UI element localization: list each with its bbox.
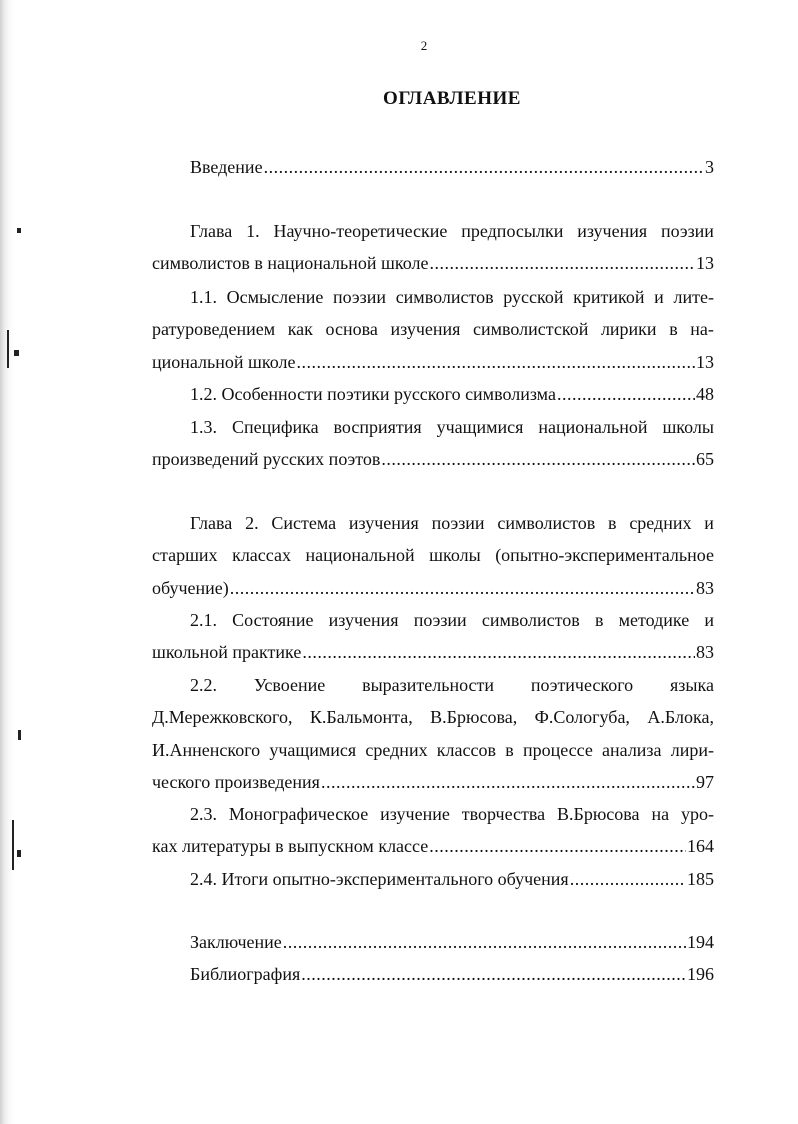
dot-leader <box>557 378 695 410</box>
toc-line: Глава 1. Научно-теоретические предпосылки изучения поэзии <box>190 221 714 241</box>
toc-entry-chapter-1[interactable] <box>152 215 714 280</box>
toc-page-number: 196 <box>687 964 714 984</box>
page-number: 2 <box>420 38 428 53</box>
toc-page-number: 83 <box>696 642 714 663</box>
toc-entry-label: Заключение <box>190 932 282 952</box>
dot-leader <box>429 247 695 279</box>
dot-leader <box>301 958 686 990</box>
toc-line: 2.1. Состояние изучения поэзии символистов в методике и <box>190 610 714 630</box>
toc-entry-label: обучение) <box>152 577 229 598</box>
toc-line: 1.3. Специфика восприятия учащимися национальной школы <box>190 417 714 437</box>
toc-entry-label: циональной школе <box>152 351 296 372</box>
dot-leader <box>264 151 704 183</box>
dot-leader <box>321 766 695 798</box>
toc-line: Глава 2. Система изучения поэзии символистов в средних и <box>190 513 714 533</box>
toc-entry-label: Введение <box>190 157 263 177</box>
dot-leader <box>570 863 686 895</box>
toc-entry-section-1-3[interactable] <box>152 411 714 476</box>
dot-leader <box>429 830 686 862</box>
toc-entry-label: Библиография <box>190 964 301 984</box>
toc-line: 2.3. Монографическое изучение творчества В.Брюсова на уро- <box>190 804 714 824</box>
toc-page-number: 13 <box>696 351 714 372</box>
toc-entry-conclusion[interactable] <box>152 926 714 958</box>
scan-mark <box>14 350 19 356</box>
scan-mark <box>18 730 21 740</box>
dot-leader <box>230 572 695 604</box>
toc-page-number: 83 <box>696 577 714 598</box>
toc-line: ратуроведением как основа изучения символистской лирики в на- <box>152 319 714 340</box>
toc-entry-section-2-2[interactable] <box>152 669 714 799</box>
dot-leader <box>296 346 695 378</box>
toc-line: 2.2. Усвоение выразительности поэтического языка <box>190 675 714 695</box>
scan-mark <box>12 820 14 870</box>
toc-entry-introduction[interactable] <box>152 151 714 183</box>
toc-entry-section-2-1[interactable] <box>152 604 714 669</box>
scan-mark <box>17 228 21 233</box>
toc-entry-label: школьной практике <box>152 642 302 663</box>
dot-leader <box>302 636 695 668</box>
toc-entry-bibliography[interactable] <box>152 958 714 990</box>
toc-entry-label: 1.2. Особенности поэтики русского символизма <box>190 384 556 404</box>
toc-entry-section-2-4[interactable] <box>152 863 714 895</box>
toc-line: старших классах национальной школы (опытно-экспериментальное <box>152 545 714 566</box>
toc-page-number: 97 <box>696 772 714 793</box>
toc-page-number: 48 <box>696 384 714 404</box>
toc-entry-section-1-1[interactable] <box>152 281 714 378</box>
toc-page-number: 185 <box>687 869 714 889</box>
toc-entry-label: ках литературы в выпускном классе <box>152 836 429 857</box>
toc-page-number: 65 <box>696 449 714 470</box>
scan-edge-shadow <box>0 0 14 1124</box>
toc-page-number: 3 <box>705 157 714 177</box>
toc-entry-label: ческого произведения <box>152 772 320 793</box>
toc-entry-label: произведений русских поэтов <box>152 449 381 470</box>
dot-leader <box>381 443 695 475</box>
toc-line: И.Анненского учащимися средних классов в процессе анализа лири- <box>152 739 714 760</box>
scan-mark <box>17 850 21 857</box>
dot-leader <box>283 926 686 958</box>
page-title: ОГЛАВЛЕНИЕ <box>383 88 521 109</box>
toc-entry-chapter-2[interactable] <box>152 507 714 604</box>
toc-entry-label: 2.4. Итоги опытно-экспериментального обучения <box>190 869 569 889</box>
toc-page-number: 194 <box>687 932 714 952</box>
toc-entry-section-1-2[interactable] <box>152 378 714 410</box>
toc-entry-label: символистов в национальной школе <box>152 253 429 274</box>
toc-line: Д.Мережковского, К.Бальмонта, В.Брюсова, Ф.Сологуба, А.Блока, <box>152 707 714 728</box>
scan-mark <box>7 330 9 368</box>
toc-entry-section-2-3[interactable] <box>152 798 714 863</box>
toc-page-number: 13 <box>696 253 714 274</box>
toc-page-number: 164 <box>687 836 714 857</box>
toc-line: 1.1. Осмысление поэзии символистов русской критикой и лите- <box>190 287 714 307</box>
